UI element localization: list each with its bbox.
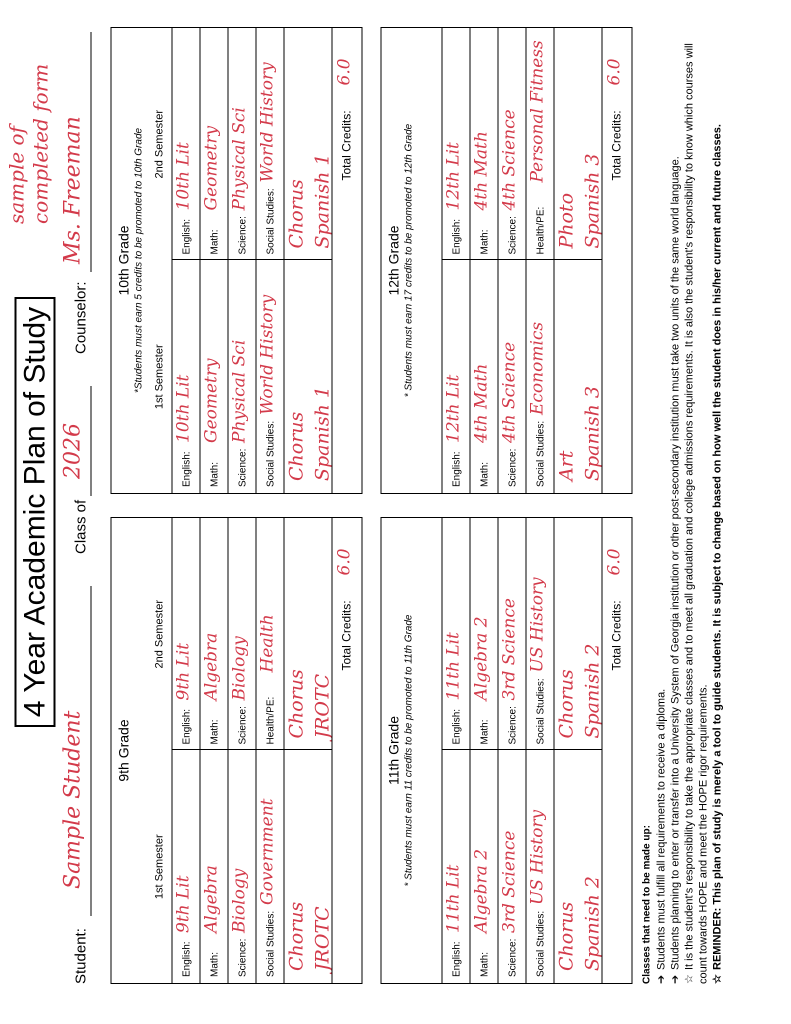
total-credits-label: Total Credits: [609, 110, 623, 181]
row-line [601, 28, 602, 493]
course-entry[interactable]: 12th Lit [443, 374, 463, 443]
course-entry[interactable]: Biology [229, 868, 249, 933]
course-entry[interactable]: 12th Lit [443, 142, 463, 211]
course-entry[interactable]: 11th Lit [443, 864, 463, 933]
row-line [601, 518, 602, 983]
course-entry[interactable]: 10th Lit [173, 374, 193, 443]
elective-entry[interactable]: Spanish 1 [311, 386, 333, 481]
subject-label: Science: [237, 706, 248, 745]
subject-label: English: [451, 451, 462, 487]
course-entry[interactable]: Geometry [201, 125, 221, 211]
row-line [171, 518, 172, 983]
subject-label: Math: [479, 461, 490, 487]
grade-subtitle: *Students must earn 5 credits to be promoted to 10th Grade [133, 127, 144, 394]
row-line [469, 518, 470, 983]
row-line [441, 28, 442, 493]
subject-label: English: [451, 941, 462, 977]
second-semester-label: 2nd Semester [153, 110, 165, 179]
footer-line-1: ➔Students must fulfill all requirements to receive a diploma. [655, 688, 667, 984]
row-line [283, 28, 284, 493]
column-divider [441, 260, 601, 261]
star-icon: ☆ [683, 974, 695, 984]
row-line [469, 28, 470, 493]
total-credits-label: Total Credits: [609, 600, 623, 671]
subject-label: Science: [237, 938, 248, 977]
column-divider [441, 750, 601, 751]
subject-label: English: [181, 941, 192, 977]
course-entry[interactable]: Health [257, 614, 277, 673]
grade-title: 12th Grade [385, 225, 401, 296]
total-credits-label: Total Credits: [339, 110, 353, 181]
row-line [497, 518, 498, 983]
elective-entry[interactable]: Photo [555, 192, 577, 249]
class-value[interactable]: 2026 [60, 423, 85, 479]
elective-entry[interactable]: Art [555, 450, 577, 481]
subject-label: English: [181, 218, 192, 255]
subject-label: Science: [507, 216, 518, 255]
subject-label: English: [181, 451, 192, 487]
subject-label: Social Studies: [265, 910, 276, 977]
page-title: 4 Year Academic Plan of Study [18, 0, 52, 1024]
course-entry[interactable]: Government [257, 798, 277, 905]
course-entry[interactable]: World History [257, 62, 277, 183]
course-entry[interactable]: Biology [229, 636, 249, 701]
course-entry[interactable]: Geometry [201, 358, 221, 443]
course-entry[interactable]: Algebra [201, 865, 221, 933]
row-line [255, 518, 256, 983]
total-credits-label: Total Credits: [339, 600, 353, 671]
elective-entry[interactable]: Chorus [555, 901, 577, 971]
row-line [171, 28, 172, 493]
row-line [553, 28, 554, 493]
elective-entry[interactable]: Spanish 3 [581, 386, 603, 481]
second-semester-label: 2nd Semester [153, 600, 165, 669]
student-value[interactable]: Sample Student [60, 710, 85, 889]
counselor-label: Counselor: [72, 281, 89, 354]
footer-line-4: ☆REMINDER: This plan of study is merely a tool to guide students. It is subject to change based on how well the student does in his/her current and future classes. [711, 124, 723, 984]
course-entry[interactable]: 10th Lit [173, 142, 193, 211]
arrow-icon: ➔ [669, 974, 681, 984]
course-entry[interactable]: Physical Sci [229, 339, 249, 443]
subject-label: Math: [209, 719, 220, 745]
arrow-icon: ➔ [655, 974, 667, 984]
row-line [227, 518, 228, 983]
elective-entry[interactable]: Chorus [285, 179, 307, 249]
subject-label: Science: [237, 448, 248, 487]
subject-label: Health/PE: [535, 206, 546, 255]
course-entry[interactable]: 4th Science [499, 109, 519, 211]
subject-label: Health/PE: [265, 696, 276, 745]
course-entry[interactable]: 4th Math [471, 131, 491, 211]
course-entry[interactable]: US History [527, 809, 547, 905]
subject-label: Math: [209, 229, 220, 255]
first-semester-label: 1st Semester [153, 344, 165, 410]
course-entry[interactable]: Algebra 2 [471, 616, 491, 701]
makeup-heading: Classes that need to be made up: [641, 825, 652, 984]
row-line [331, 518, 332, 983]
course-entry[interactable]: 3rd Science [499, 598, 519, 701]
elective-entry[interactable]: Spanish 2 [581, 643, 603, 739]
elective-entry[interactable]: Chorus [285, 669, 307, 739]
footer-line-2: ➔Students planning to enter or transfer into a University System of Georgia institution or other post-secondary institution must take two units of the same world language. [669, 156, 681, 984]
student-label: Student: [72, 928, 89, 984]
row-line [199, 28, 200, 493]
row-line [283, 518, 284, 983]
grade-subtitle: * Students must earn 11 credits to be promoted to 11th Grade [403, 614, 414, 887]
student-line [90, 586, 91, 916]
grade-box [110, 27, 362, 494]
grade-box [380, 517, 632, 984]
course-entry[interactable]: 9th Lit [173, 642, 193, 701]
course-entry[interactable]: Personal Fitness [527, 40, 547, 183]
grade-title: 10th Grade [115, 225, 131, 296]
course-entry[interactable]: 4th Math [471, 363, 491, 443]
subject-label: Science: [507, 938, 518, 977]
elective-entry[interactable]: Chorus [285, 901, 307, 971]
total-credits-value[interactable]: 6.0 [334, 548, 354, 576]
grade-title: 9th Grade [115, 719, 131, 782]
elective-entry[interactable]: Chorus [285, 411, 307, 481]
course-entry[interactable]: 3rd Science [499, 830, 519, 933]
subject-label: Math: [209, 461, 220, 487]
subject-label: Social Studies: [265, 420, 276, 487]
subject-label: Math: [209, 951, 220, 977]
corner-note: sample of completed form [4, 63, 52, 224]
row-line [553, 518, 554, 983]
total-credits-value[interactable]: 6.0 [604, 58, 624, 86]
course-entry[interactable]: Economics [527, 321, 547, 415]
counselor-line [90, 32, 91, 272]
row-line [227, 28, 228, 493]
subject-label: Math: [479, 229, 490, 255]
course-entry[interactable]: 11th Lit [443, 632, 463, 701]
subject-label: Social Studies: [535, 678, 546, 745]
course-entry[interactable]: 4th Science [499, 341, 519, 443]
counselor-value[interactable]: Ms. Freeman [60, 116, 85, 264]
column-divider [171, 750, 331, 751]
subject-label: English: [451, 708, 462, 745]
row-line [525, 518, 526, 983]
column-divider [171, 260, 331, 261]
subject-label: Math: [479, 951, 490, 977]
subject-label: Science: [507, 448, 518, 487]
course-entry[interactable]: 9th Lit [173, 875, 193, 933]
total-credits-value[interactable]: 6.0 [604, 548, 624, 576]
subject-label: Social Studies: [265, 188, 276, 255]
subject-label: Science: [507, 706, 518, 745]
row-line [199, 518, 200, 983]
course-entry[interactable]: US History [527, 577, 547, 673]
subject-label: Science: [237, 216, 248, 255]
elective-entry[interactable]: Spanish 2 [581, 876, 603, 971]
course-entry[interactable]: World History [257, 294, 277, 415]
grade-subtitle: * Students must earn 17 credits to be promoted to 12th Grade [403, 123, 414, 398]
star-icon: ☆ [711, 974, 723, 984]
row-line [331, 28, 332, 493]
total-credits-value[interactable]: 6.0 [334, 58, 354, 86]
footer-notes [640, 24, 724, 984]
subject-label: Social Studies: [535, 910, 546, 977]
elective-entry[interactable]: JROTC [311, 906, 333, 971]
subject-label: English: [451, 218, 462, 255]
footer-line-3: ☆It is the student's responsibility to take the appropriate classes and to meet all graduation and college admissions requirements. It is also the student's responsibility to know which courses will count towards HOPE and meet the HOPE rigor requirements. [683, 43, 709, 984]
course-entry[interactable]: Algebra 2 [471, 848, 491, 933]
row-line [525, 28, 526, 493]
class-line [90, 386, 91, 496]
elective-entry[interactable]: Spanish 1 [311, 153, 333, 249]
elective-entry[interactable]: JROTC [311, 673, 333, 739]
course-entry[interactable]: Physical Sci [229, 107, 249, 211]
grade-title: 11th Grade [385, 716, 401, 786]
elective-entry[interactable]: Chorus [555, 669, 577, 739]
grade-box [380, 27, 632, 494]
row-line [497, 28, 498, 493]
row-line [255, 28, 256, 493]
class-label: Class of [72, 499, 89, 554]
subject-label: Math: [479, 719, 490, 745]
subject-label: English: [181, 708, 192, 745]
elective-entry[interactable]: Spanish 3 [581, 153, 603, 249]
course-entry[interactable]: Algebra [201, 632, 221, 701]
first-semester-label: 1st Semester [153, 834, 165, 900]
grade-box [110, 517, 362, 984]
subject-label: Social Studies: [535, 420, 546, 487]
row-line [441, 518, 442, 983]
